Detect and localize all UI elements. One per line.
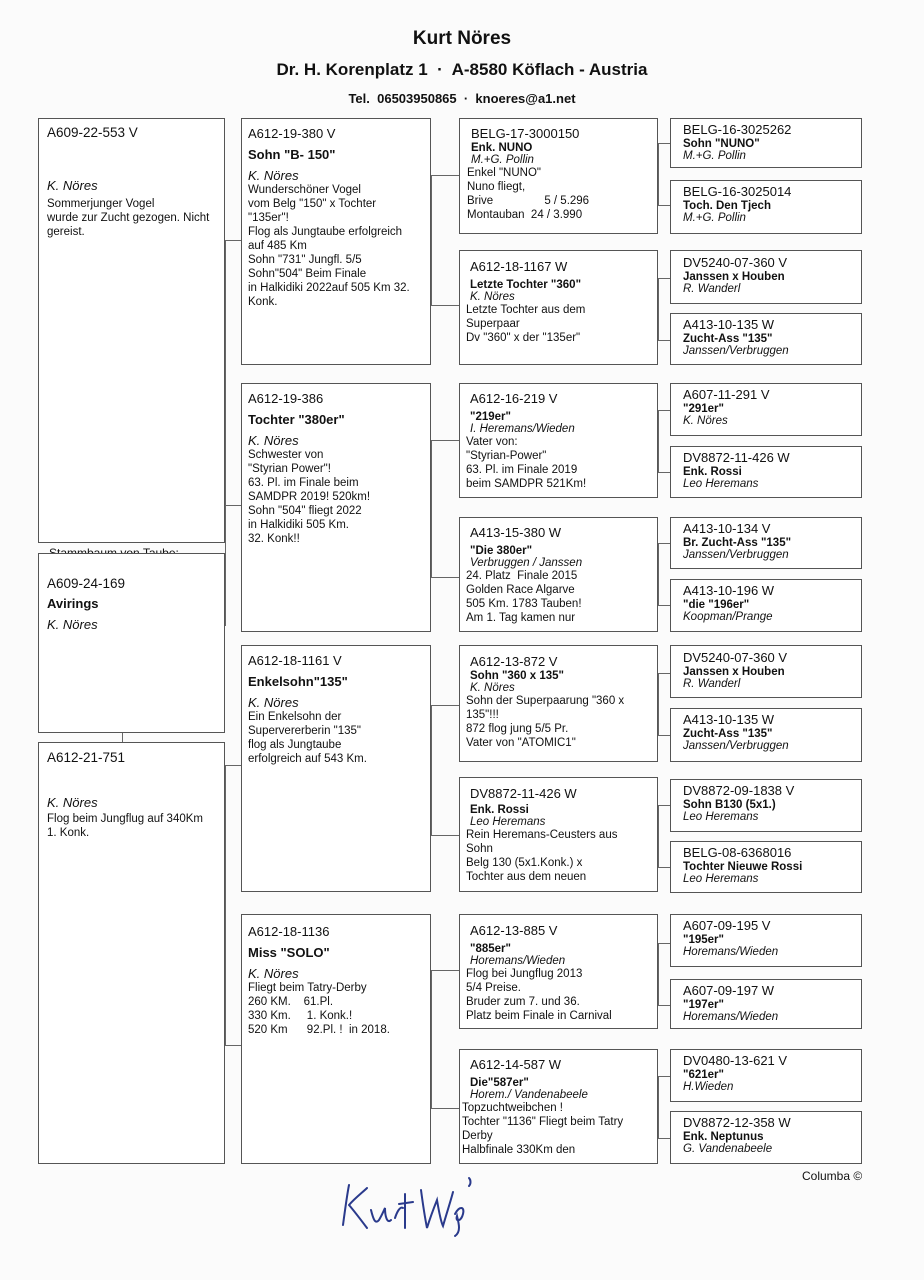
gen3-box bbox=[459, 517, 658, 632]
connector bbox=[431, 440, 459, 441]
connector bbox=[658, 1076, 659, 1138]
connector bbox=[431, 705, 432, 835]
gen2-box bbox=[241, 645, 431, 892]
connector bbox=[431, 175, 432, 305]
pigeon-name: Toch. Den Tjech bbox=[683, 200, 771, 212]
pigeon-name: Enk. Rossi bbox=[470, 804, 529, 816]
connector-sire-dam bbox=[122, 732, 123, 742]
ring-number: A612-16-219 V bbox=[470, 391, 558, 406]
owner: G. Vandenabeele bbox=[683, 1143, 773, 1155]
pigeon-name: Sohn "B- 150" bbox=[248, 147, 336, 162]
pigeon-name: "219er" bbox=[470, 411, 511, 423]
ring-number: A609-24-169 bbox=[47, 576, 126, 591]
owner: Horemans/Wieden bbox=[470, 955, 566, 967]
owner: Leo Heremans bbox=[683, 478, 759, 490]
ring-number: A612-18-1136 bbox=[248, 924, 330, 939]
pigeon-name: Tochter "380er" bbox=[248, 412, 345, 427]
gen3-box bbox=[459, 250, 658, 365]
ring-number: DV5240-07-360 V bbox=[683, 255, 788, 270]
pigeon-name: "291er" bbox=[683, 403, 724, 415]
owner: Koopman/Prange bbox=[683, 611, 773, 623]
gen4-box bbox=[670, 118, 862, 168]
gen4-box bbox=[670, 1111, 862, 1164]
owner: Janssen/Verbruggen bbox=[683, 345, 789, 357]
ring-number: A413-10-196 W bbox=[683, 583, 775, 598]
owner: M.+G. Pollin bbox=[471, 154, 534, 166]
connector bbox=[658, 673, 659, 735]
ring-number: A612-13-885 V bbox=[470, 923, 558, 938]
connector bbox=[658, 472, 670, 473]
pigeon-name: Die"587er" bbox=[470, 1077, 529, 1089]
notes: Wunderschöner Vogel vom Belg "150" x Tochter "135er"! Flog als Jungtaube erfolgreich auf 485 Km Sohn "731" Jungfl. 5/5 Sohn"504" Beim Finale in Halkidiki 2022auf 505 Km 32. Konk. bbox=[248, 184, 410, 308]
ring-number: A612-19-386 bbox=[248, 391, 324, 406]
connector-sire-branch bbox=[225, 240, 226, 626]
owner: K. Nöres bbox=[248, 966, 299, 981]
connector bbox=[225, 505, 241, 506]
connector-dam-branch bbox=[225, 765, 226, 1045]
connector bbox=[658, 143, 670, 144]
notes: Rein Heremans-Ceusters aus Sohn Belg 130 (5x1.Konk.) x Tochter aus dem neuen bbox=[466, 829, 618, 883]
pigeon-name: "Die 380er" bbox=[470, 545, 533, 557]
gen3-box bbox=[459, 645, 658, 762]
pigeon-name: Sohn B130 (5x1.) bbox=[683, 799, 776, 811]
pigeon-name: Avirings bbox=[47, 596, 99, 611]
ring-number: A609-22-553 V bbox=[47, 125, 138, 140]
breeder-contact: Tel. 06503950865 · knoeres@a1.net bbox=[348, 91, 576, 106]
connector bbox=[658, 543, 670, 544]
connector bbox=[225, 240, 241, 241]
ring-number: A607-11-291 V bbox=[683, 387, 770, 402]
ring-number: A612-14-587 W bbox=[470, 1057, 562, 1072]
gen4-box bbox=[670, 579, 862, 632]
connector bbox=[658, 943, 670, 944]
ring-number: A612-19-380 V bbox=[248, 126, 336, 141]
gen4-box bbox=[670, 250, 862, 304]
gen4-box bbox=[670, 914, 862, 967]
connector bbox=[658, 410, 670, 411]
pigeon-name: Zucht-Ass "135" bbox=[683, 728, 773, 740]
ring-number: A413-10-135 W bbox=[683, 712, 775, 727]
gen4-box bbox=[670, 517, 862, 569]
notes: Schwester von "Styrian Power"! 63. Pl. im Finale beim SAMDPR 2019! 520km! Sohn "504" fliegt 2022 in Halkidiki 505 Km. 32. Konk!! bbox=[248, 449, 371, 545]
notes: 24. Platz Finale 2015 Golden Race Algarve 505 Km. 1783 Tauben! Am 1. Tag kamen nur bbox=[466, 570, 582, 624]
notes: Flog beim Jungflug auf 340Km 1. Konk. bbox=[47, 813, 203, 839]
pigeon-name: Enk. Neptunus bbox=[683, 1131, 764, 1143]
notes: Enkel "NUNO" Nuno fliegt, Brive 5 / 5.296 Montauban 24 / 3.990 bbox=[467, 167, 590, 221]
gen4-box bbox=[670, 1049, 862, 1102]
ring-number: DV8872-11-426 W bbox=[470, 786, 577, 801]
notes: Fliegt beim Tatry-Derby 260 KM. 61.Pl. 330 Km. 1. Konk.! 520 Km 92.Pl. ! in 2018. bbox=[248, 982, 390, 1036]
owner: K. Nöres bbox=[47, 617, 98, 632]
owner: Leo Heremans bbox=[470, 816, 546, 828]
owner: Horem./ Vandenabeele bbox=[470, 1089, 588, 1101]
connector bbox=[658, 340, 670, 341]
owner: Horemans/Wieden bbox=[683, 1011, 779, 1023]
owner: I. Heremans/Wieden bbox=[470, 423, 575, 435]
notes: Letzte Tochter aus dem Superpaar Dv "360" x der "135er" bbox=[466, 304, 586, 344]
ring-number: DV8872-09-1838 V bbox=[683, 783, 795, 798]
connector bbox=[658, 278, 659, 340]
owner: M.+G. Pollin bbox=[683, 212, 746, 224]
pigeon-name: "197er" bbox=[683, 999, 724, 1011]
subject-pigeon-box bbox=[38, 118, 225, 543]
owner: Leo Heremans bbox=[683, 873, 759, 885]
pigeon-name: Janssen x Houben bbox=[683, 666, 785, 678]
owner: K. Nöres bbox=[683, 415, 728, 427]
ring-number: DV5240-07-360 V bbox=[683, 650, 788, 665]
connector bbox=[431, 1108, 459, 1109]
connector bbox=[658, 673, 670, 674]
ring-number: BELG-08-6368016 bbox=[683, 845, 792, 860]
connector bbox=[658, 143, 659, 205]
pigeon-name: "885er" bbox=[470, 943, 511, 955]
pigeon-name: Miss "SOLO" bbox=[248, 945, 330, 960]
ring-number: DV8872-11-426 W bbox=[683, 450, 790, 465]
connector bbox=[658, 735, 670, 736]
owner: K. Nöres bbox=[47, 178, 98, 193]
owner: R. Wanderl bbox=[683, 283, 741, 295]
gen2-box bbox=[241, 118, 431, 365]
notes: Flog bei Jungflug 2013 5/4 Preise. Bruder zum 7. und 36. Platz beim Finale in Carnival bbox=[466, 968, 612, 1022]
owner: Verbruggen / Janssen bbox=[470, 557, 583, 569]
ring-number: A612-18-1161 V bbox=[248, 653, 342, 668]
owner: H.Wieden bbox=[683, 1081, 734, 1093]
connector bbox=[658, 1005, 670, 1006]
pigeon-name: "621er" bbox=[683, 1069, 724, 1081]
owner: K. Nöres bbox=[47, 795, 98, 810]
notes: Sohn der Superpaarung "360 x 135"!!! 872 flog jung 5/5 Pr. Vater von "ATOMIC1" bbox=[466, 695, 625, 749]
notes: Sommerjunger Vogel wurde zur Zucht gezogen. Nicht gereist. bbox=[47, 198, 210, 238]
ring-number: A413-10-135 W bbox=[683, 317, 775, 332]
ring-number: DV0480-13-621 V bbox=[683, 1053, 788, 1068]
pigeon-name: Tochter Nieuwe Rossi bbox=[683, 861, 803, 873]
gen3-box bbox=[459, 914, 658, 1029]
connector bbox=[658, 543, 659, 605]
connector bbox=[658, 605, 670, 606]
owner: Janssen/Verbruggen bbox=[683, 740, 789, 752]
owner: M.+G. Pollin bbox=[683, 150, 746, 162]
gen4-box bbox=[670, 383, 862, 436]
gen3-box bbox=[459, 777, 658, 892]
pigeon-name: Br. Zucht-Ass "135" bbox=[683, 537, 792, 549]
connector bbox=[225, 765, 241, 766]
connector bbox=[658, 278, 670, 279]
notes: Vater von: "Styrian-Power" 63. Pl. im Finale 2019 beim SAMDPR 521Km! bbox=[466, 436, 587, 490]
owner: K. Nöres bbox=[248, 695, 299, 710]
gen4-box bbox=[670, 313, 862, 365]
ring-number: A413-10-134 V bbox=[683, 521, 771, 536]
owner: K. Nöres bbox=[248, 168, 299, 183]
gen2-box bbox=[241, 914, 431, 1164]
connector bbox=[431, 175, 459, 176]
connector bbox=[658, 943, 659, 1005]
owner: Leo Heremans bbox=[683, 811, 759, 823]
gen4-box bbox=[670, 708, 862, 762]
ring-number: A612-18-1167 W bbox=[470, 259, 568, 274]
dam-box bbox=[38, 742, 225, 1164]
connector bbox=[658, 410, 659, 472]
ring-number: A607-09-197 W bbox=[683, 983, 775, 998]
ring-number: BELG-17-3000150 bbox=[471, 126, 580, 141]
gen2-box bbox=[241, 383, 431, 632]
ring-number: A607-09-195 V bbox=[683, 918, 771, 933]
connector bbox=[658, 205, 670, 206]
ring-number: BELG-16-3025014 bbox=[683, 184, 792, 199]
ring-number: A612-13-872 V bbox=[470, 654, 558, 669]
ring-number: A413-15-380 W bbox=[470, 525, 562, 540]
connector bbox=[431, 835, 459, 836]
owner: Janssen/Verbruggen bbox=[683, 549, 789, 561]
pigeon-name: Letzte Tochter "360" bbox=[470, 279, 582, 291]
connector bbox=[431, 970, 459, 971]
pigeon-name: Janssen x Houben bbox=[683, 271, 785, 283]
owner: K. Nöres bbox=[248, 433, 299, 448]
notes: Topzuchtweibchen ! Tochter "1136" Fliegt beim Tatry Derby Halbfinale 330Km den bbox=[462, 1102, 624, 1156]
pigeon-name: Zucht-Ass "135" bbox=[683, 333, 773, 345]
owner: Horemans/Wieden bbox=[683, 946, 779, 958]
pigeon-name: Enk. NUNO bbox=[471, 142, 533, 154]
gen4-box bbox=[670, 841, 862, 893]
breeder-name: Kurt Nöres bbox=[412, 28, 512, 49]
connector bbox=[431, 440, 432, 577]
connector bbox=[658, 1076, 670, 1077]
connector bbox=[431, 705, 459, 706]
connector bbox=[658, 805, 659, 867]
gen4-box bbox=[670, 979, 862, 1029]
gen4-box bbox=[670, 779, 862, 832]
connector bbox=[658, 1138, 670, 1139]
notes: Ein Enkelsohn der Supervererberin "135" flog als Jungtaube erfolgreich auf 543 Km. bbox=[248, 711, 367, 765]
gen4-box bbox=[670, 446, 862, 498]
gen4-box bbox=[670, 180, 862, 234]
pigeon-name: Sohn "NUNO" bbox=[683, 138, 760, 150]
ring-number: DV8872-12-358 W bbox=[683, 1115, 791, 1130]
gen3-box bbox=[459, 383, 658, 498]
gen3-box bbox=[459, 1049, 658, 1164]
connector bbox=[658, 805, 670, 806]
connector bbox=[225, 1045, 241, 1046]
owner: K. Nöres bbox=[470, 682, 515, 694]
pigeon-name: Enkelsohn"135" bbox=[248, 674, 348, 689]
connector bbox=[431, 970, 432, 1108]
connector bbox=[658, 867, 670, 868]
breeder-address: Dr. H. Korenplatz 1 · A-8580 Köflach - Austria bbox=[276, 60, 648, 79]
columba-brand: Columba © bbox=[802, 1169, 863, 1183]
handwritten-signature bbox=[335, 1170, 485, 1240]
pigeon-name: Enk. Rossi bbox=[683, 466, 742, 478]
gen3-box bbox=[459, 118, 658, 234]
pigeon-name: Sohn "360 x 135" bbox=[470, 670, 565, 682]
pigeon-name: "195er" bbox=[683, 934, 724, 946]
connector bbox=[431, 577, 459, 578]
sire-box bbox=[38, 553, 225, 733]
pigeon-name: "die "196er" bbox=[683, 599, 750, 611]
ring-number: BELG-16-3025262 bbox=[683, 122, 792, 137]
owner: R. Wanderl bbox=[683, 678, 741, 690]
ring-number: A612-21-751 bbox=[47, 750, 126, 765]
gen4-box bbox=[670, 645, 862, 698]
owner: K. Nöres bbox=[470, 291, 515, 303]
connector bbox=[431, 305, 459, 306]
